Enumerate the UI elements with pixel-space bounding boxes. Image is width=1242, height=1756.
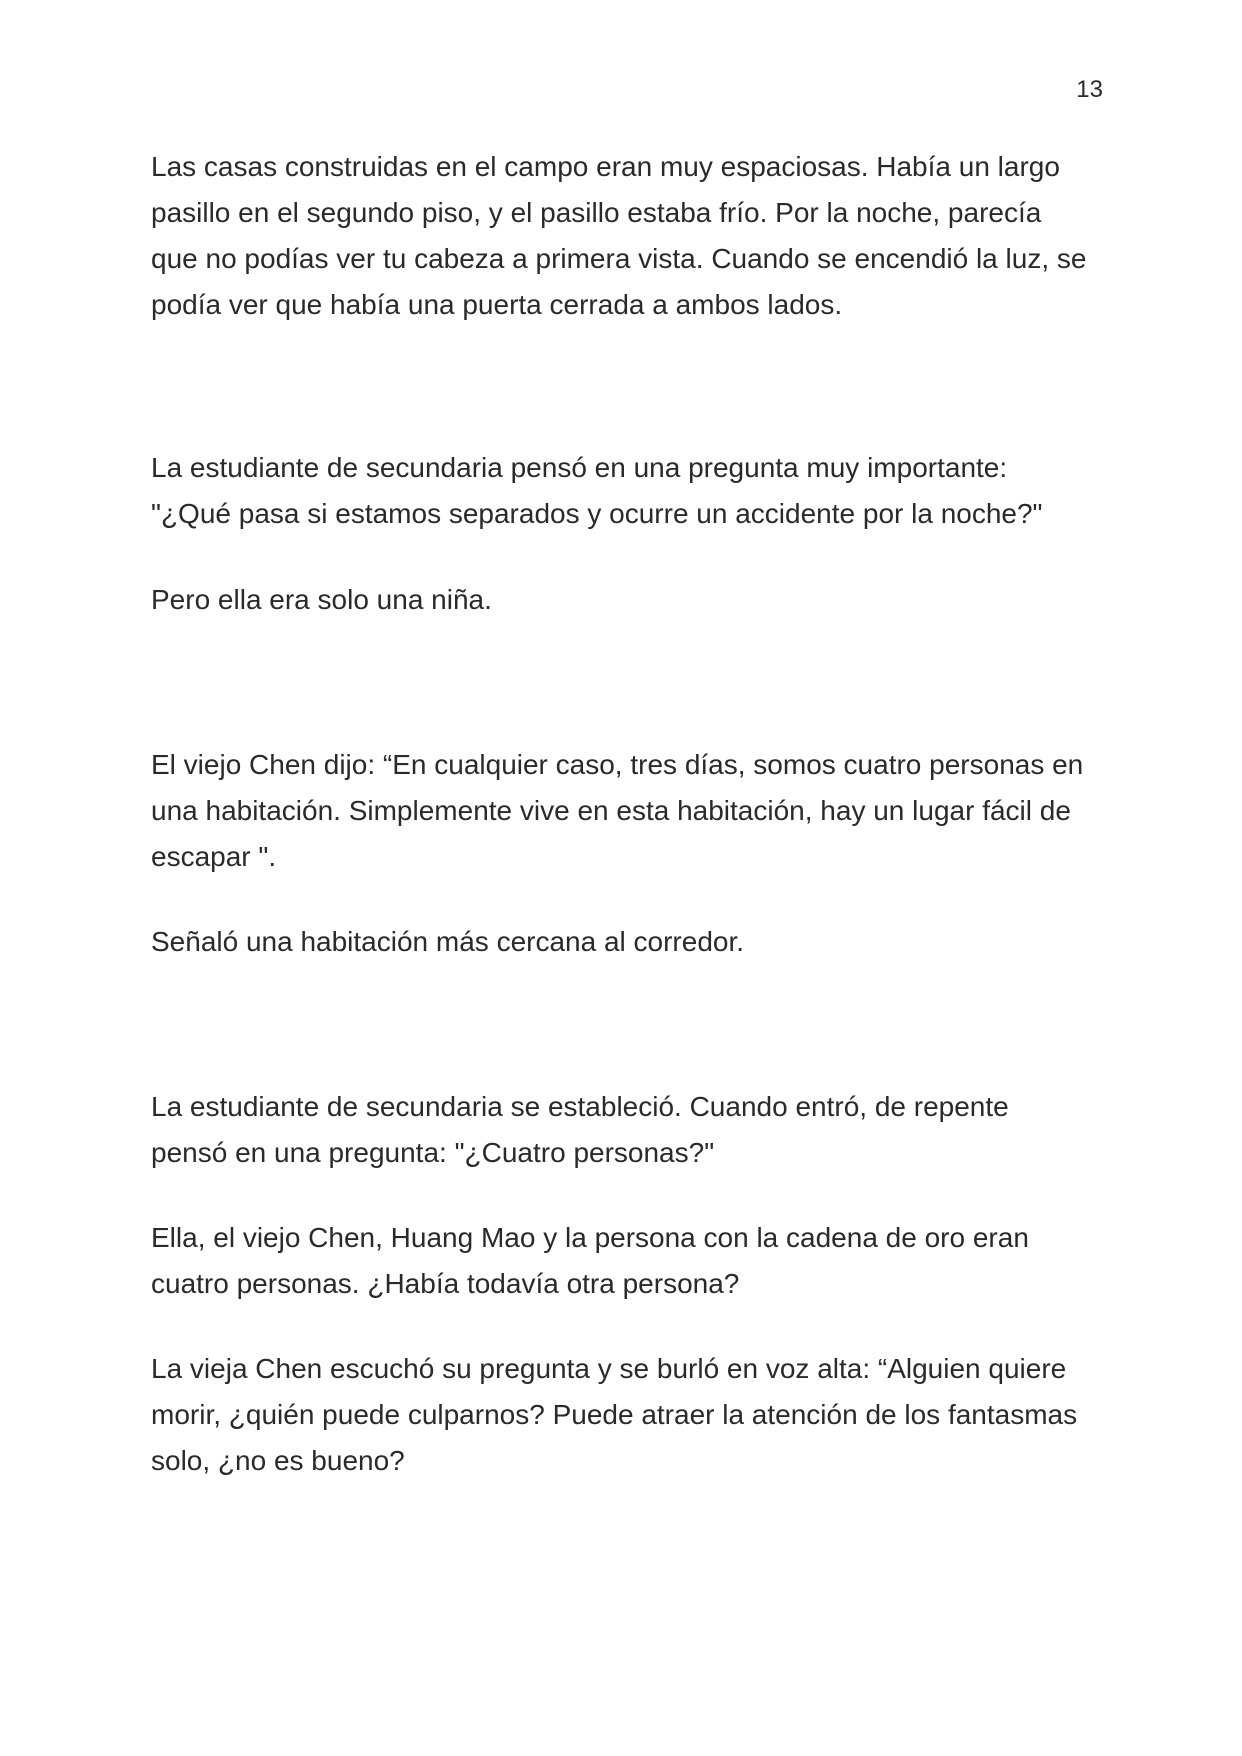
text-line: El viejo Chen dijo: “En cualquier caso, tres días, somos cuatro personas en	[151, 749, 1084, 780]
paragraph-6	[151, 1084, 1101, 1176]
text-line: "¿Qué pasa si estamos separados y ocurre un accidente por la noche?"	[151, 498, 1043, 529]
text-line: morir, ¿quién puede culparnos? Puede atraer la atención de los fantasmas	[151, 1399, 1078, 1430]
text-line: La estudiante de secundaria pensó en una pregunta muy importante:	[151, 452, 1008, 483]
text-line: Ella, el viejo Chen, Huang Mao y la persona con la cadena de oro eran	[151, 1222, 1029, 1253]
text-line: que no podías ver tu cabeza a primera vista. Cuando se encendió la luz, se	[151, 243, 1087, 274]
text-line: escapar ".	[151, 841, 277, 872]
page-number: 13	[1076, 76, 1103, 103]
text-line: La estudiante de secundaria se estableció. Cuando entró, de repente	[151, 1091, 1009, 1122]
paragraph-5	[151, 919, 1101, 965]
text-line: Señaló una habitación más cercana al corredor.	[151, 926, 745, 957]
text-line: Pero ella era solo una niña.	[151, 584, 492, 615]
paragraph-3	[151, 577, 1101, 623]
text-line: pasillo en el segundo piso, y el pasillo estaba frío. Por la noche, parecía	[151, 197, 1042, 228]
text-line: La vieja Chen escuchó su pregunta y se burló en voz alta: “Alguien quiere	[151, 1353, 1067, 1384]
paragraph-7	[151, 1215, 1101, 1307]
paragraph-2	[151, 445, 1101, 537]
text-line: una habitación. Simplemente vive en esta habitación, hay un lugar fácil de	[151, 795, 1071, 826]
paragraph-1	[151, 144, 1101, 328]
text-line: podía ver que había una puerta cerrada a ambos lados.	[151, 289, 843, 320]
text-line: cuatro personas. ¿Había todavía otra persona?	[151, 1268, 740, 1299]
text-line: solo, ¿no es bueno?	[151, 1445, 405, 1476]
paragraph-8	[151, 1346, 1101, 1484]
paragraph-4	[151, 742, 1101, 880]
text-line: pensó en una pregunta: "¿Cuatro personas?"	[151, 1137, 715, 1168]
text-line: Las casas construidas en el campo eran muy espaciosas. Había un largo	[151, 151, 1060, 182]
